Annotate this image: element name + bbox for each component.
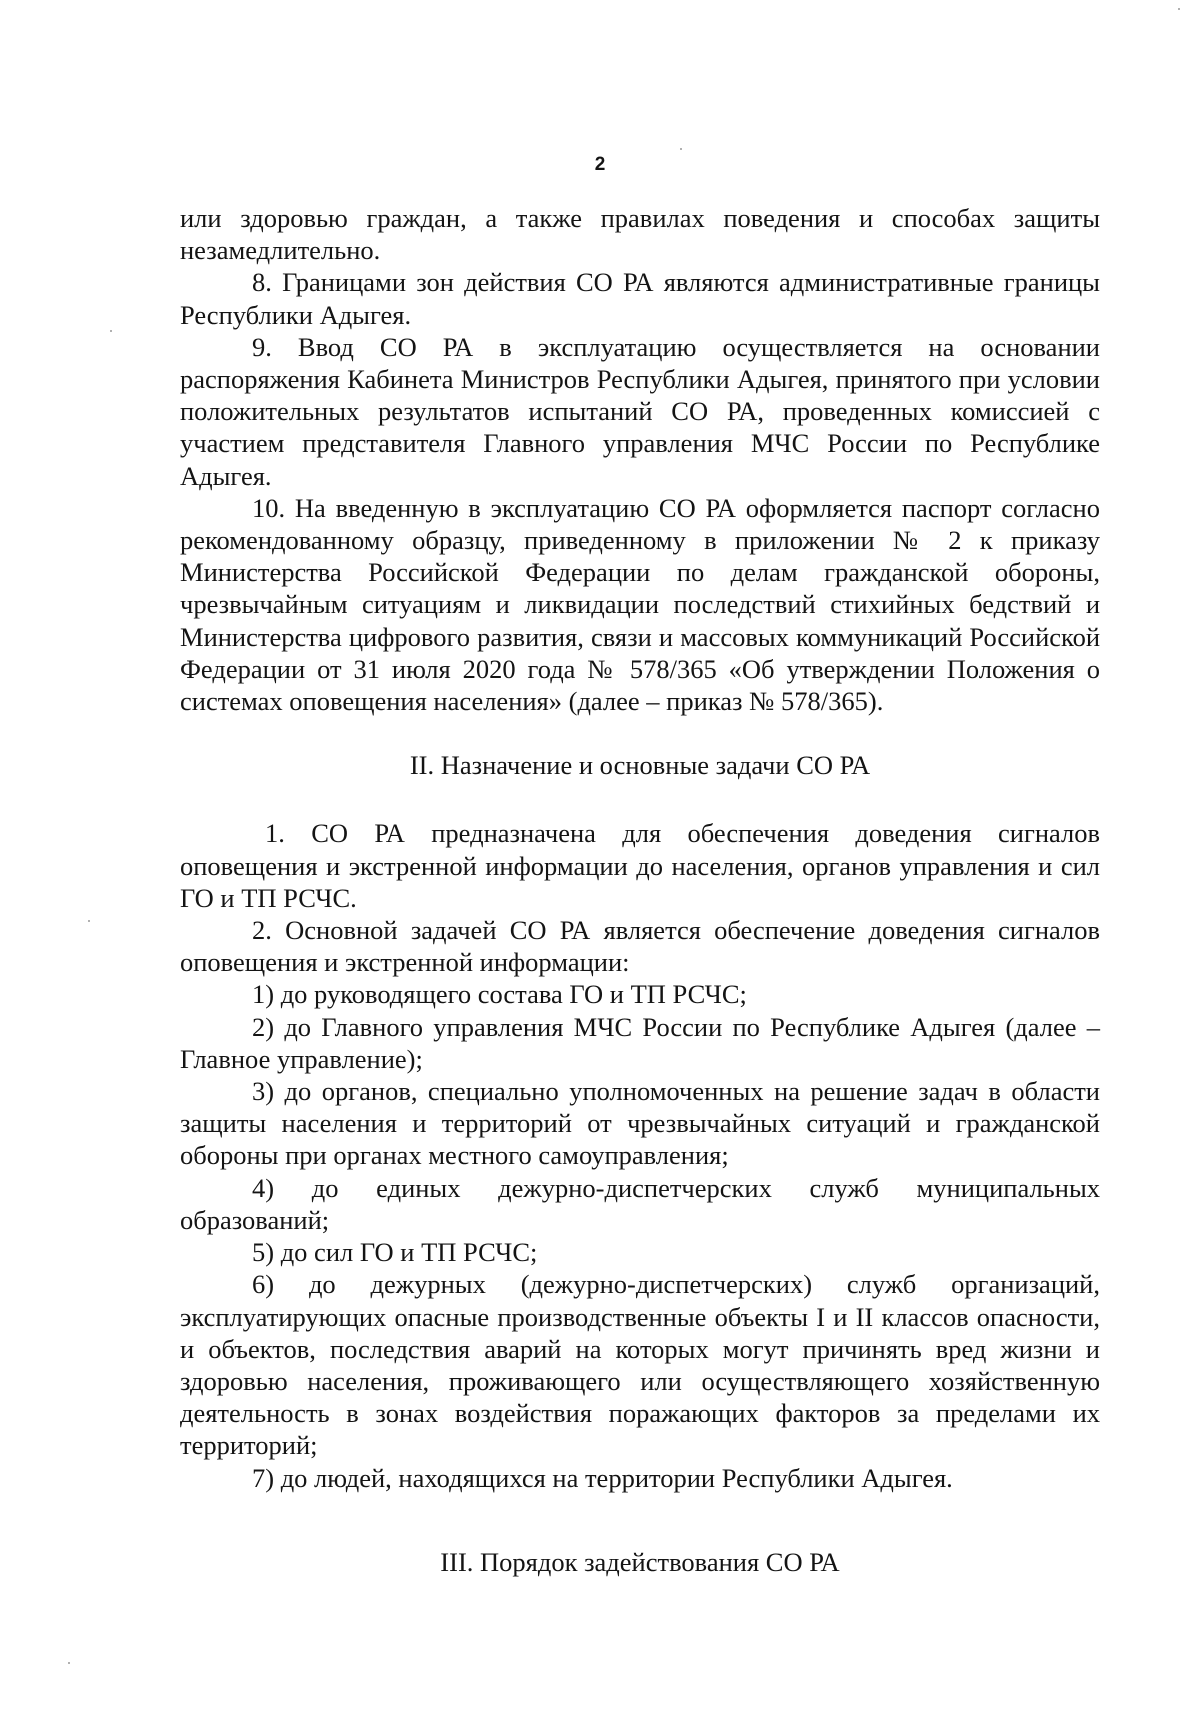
section-2-clause-2: 2. Основной задачей СО РА является обеспечение доведения сигналов оповещения и экстренной информации:: [180, 915, 1100, 978]
clause-10-paragraph: 10. На введенную в эксплуатацию СО РА оформляется паспорт согласно рекомендованному образцу, приведенному в приложении № 2 к приказу Министерства Российской Федерации по делам гражданской обороны, чрезвычайным ситуациям и ликвидации последствий стихийных бедствий и Министерства цифрового развития, связи и массовых коммуникаций Российской Федерации от 31 июля 2020 года № 578/365 «Об утверждении Положения о системах оповещения населения» (далее – приказ № 578/365).: [180, 492, 1100, 717]
clause-8-paragraph: 8. Границами зон действия СО РА являются административные границы Республики Адыгея.: [180, 267, 1100, 330]
list-item-1: 1) до руководящего состава ГО и ТП РСЧС;: [252, 979, 747, 1010]
scan-speck: [68, 1662, 70, 1664]
scan-speck: [1178, 8, 1180, 10]
scan-speck: [110, 330, 112, 332]
section-2-clause-1: 1. СО РА предназначена для обеспечения доведения сигналов оповещения и экстренной информации до населения, органов управления и сил ГО и ТП РСЧС.: [180, 818, 1100, 913]
clause-9-paragraph: 9. Ввод СО РА в эксплуатацию осуществляется на основании распоряжения Кабинета Министров Республики Адыгея, принятого при условии положительных результатов испытаний СО РА, проведенных комиссией с участием представителя Главного управления МЧС России по Республике Адыгея.: [180, 331, 1100, 491]
list-item-5: 5) до сил ГО и ТП РСЧС;: [252, 1237, 538, 1268]
intro-continuation-paragraph: или здоровью граждан, а также правилах поведения и способах защиты незамедлительно.: [180, 203, 1100, 266]
section-3-heading: III. Порядок задействования СО РА: [440, 1546, 840, 1577]
section-2-heading: II. Назначение и основные задачи СО РА: [409, 750, 871, 781]
scan-speck: [88, 920, 90, 922]
document-body: [180, 202, 1100, 1578]
list-item-6: 6) до дежурных (дежурно-диспетчерских) служб организаций, эксплуатирующих опасные производственные объекты I и II классов опасности, и объектов, последствия аварий на которых могут причинять вред жизни и здоровью населения, проживающего или осуществляющего хозяйственную деятельность в зонах воздействия поражающих факторов за пределами их территорий;: [180, 1269, 1100, 1461]
scan-speck: [680, 148, 682, 150]
list-item-7: 7) до людей, находящихся на территории Республики Адыгея.: [252, 1462, 953, 1493]
list-item-2: 2) до Главного управления МЧС России по Республике Адыгея (далее – Главное управление);: [180, 1011, 1100, 1074]
list-item-4: 4) до единых дежурно-диспетчерских служб муниципальных образований;: [180, 1172, 1100, 1235]
page-number: 2: [594, 154, 606, 175]
list-item-3: 3) до органов, специально уполномоченных на решение задач в области защиты населения и территорий от чрезвычайных ситуаций и гражданской обороны при органах местного самоуправления;: [180, 1076, 1100, 1171]
